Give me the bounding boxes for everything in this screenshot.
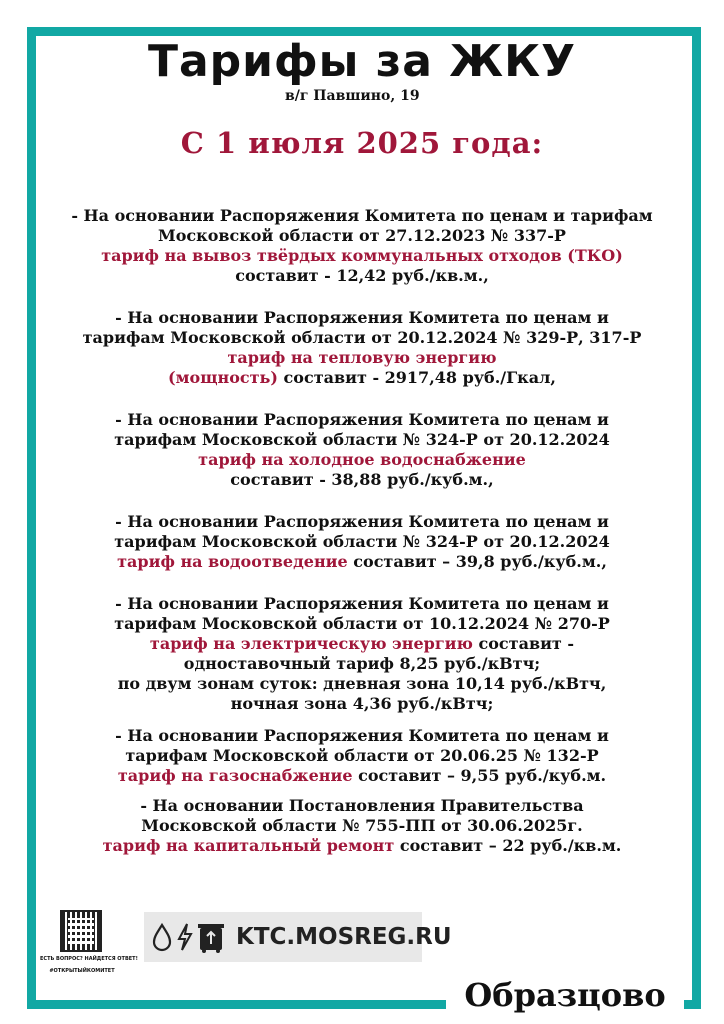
- tariff-text: - На основании Постановления Правительства: [140, 796, 584, 815]
- qr-caption-hashtag: #ОТКРЫТЫЙКОМИТЕТ: [49, 968, 115, 974]
- tariff-name-highlight: тариф на вывоз твёрдых коммунальных отходов (ТКО): [101, 246, 623, 265]
- tariff-line: [40, 246, 684, 266]
- tariff-line: [40, 206, 684, 226]
- city-label: Образцово: [446, 966, 684, 1024]
- ktc-logo[interactable]: [144, 912, 452, 962]
- logo-text: KTC.MOSREG.RU: [236, 924, 452, 950]
- tariff-text: составит - 12,42 руб./кв.м.,: [235, 266, 489, 285]
- tariff-name-highlight: тариф на холодное водоснабжение: [198, 450, 526, 469]
- tariff-text: составит - 2917,48 руб./Гкал,: [277, 368, 556, 387]
- tariff-line: [40, 816, 684, 836]
- tariff-section: [40, 796, 684, 856]
- tariff-line: [40, 654, 684, 674]
- tariff-name-highlight: (мощность): [168, 368, 278, 387]
- tariff-text: тарифам Московской области от 20.06.25 № 132-Р: [125, 746, 599, 765]
- lightning-icon: [176, 922, 194, 952]
- tariff-text: - На основании Распоряжения Комитета по ценам и: [115, 308, 609, 327]
- tariff-line: [40, 450, 684, 470]
- tariff-line: [40, 674, 684, 694]
- page-title: Тарифы за ЖКУ: [147, 36, 577, 87]
- tariff-text: - На основании Распоряжения Комитета по ценам и: [115, 726, 609, 745]
- tariff-text: - На основании Распоряжения Комитета по ценам и: [115, 410, 609, 429]
- tariff-name-highlight: тариф на тепловую энергию: [227, 348, 497, 367]
- tariff-text: - На основании Распоряжения Комитета по ценам и: [115, 594, 609, 613]
- tariff-text: составит – 9,55 руб./куб.м.: [352, 766, 607, 785]
- tariff-name-highlight: тариф на газоснабжение: [117, 766, 353, 785]
- tariff-text: составит -: [472, 634, 575, 653]
- tariff-text: тарифам Московской области № 324-Р от 20.12.2024: [114, 532, 610, 551]
- tariff-text: Московской области от 27.12.2023 № 337-Р: [158, 226, 566, 245]
- tariff-line: [40, 836, 684, 856]
- tariff-section: [40, 512, 684, 572]
- tariff-section: [40, 594, 684, 714]
- tariff-name-highlight: тариф на водоотведение: [117, 552, 348, 571]
- tariff-section: [40, 206, 684, 286]
- tariff-section: [40, 726, 684, 786]
- tariff-text: одноставочный тариф 8,25 руб./кВтч;: [183, 654, 541, 673]
- tariff-text: составит - 38,88 руб./куб.м.,: [230, 470, 494, 489]
- tariff-line: [40, 746, 684, 766]
- tariff-line: [40, 308, 684, 328]
- tariff-line: [40, 552, 684, 572]
- tariff-text: - На основании Распоряжения Комитета по ценам и: [115, 512, 609, 531]
- tariff-line: [40, 796, 684, 816]
- qr-code[interactable]: [60, 910, 102, 952]
- tariff-text: тарифам Московской области от 20.12.2024 № 329-Р, 317-Р: [82, 328, 642, 347]
- tariff-text: тарифам Московской области от 10.12.2024 № 270-Р: [114, 614, 610, 633]
- tariff-line: [40, 430, 684, 450]
- tariff-line: [40, 348, 684, 368]
- tariff-line: [40, 226, 684, 246]
- water-drop-icon: [150, 922, 174, 952]
- tariff-line: [40, 726, 684, 746]
- utility-icons: [150, 920, 226, 954]
- tariff-line: [40, 512, 684, 532]
- tariff-text: составит – 22 руб./кв.м.: [394, 836, 622, 855]
- tariff-line: [40, 694, 684, 714]
- tariff-section: [40, 410, 684, 490]
- tariff-section: [40, 308, 684, 388]
- tariff-line: [40, 766, 684, 786]
- tariff-line: [40, 532, 684, 552]
- tariff-text: тарифам Московской области № 324-Р от 20.12.2024: [114, 430, 610, 449]
- address-subtitle: в/г Павшино, 19: [285, 88, 420, 104]
- tariff-line: [40, 368, 684, 388]
- effective-date-heading: С 1 июля 2025 года:: [180, 126, 544, 160]
- tariff-line: [40, 634, 684, 654]
- tariff-line: [40, 614, 684, 634]
- tariff-text: - На основании Распоряжения Комитета по ценам и тарифам: [71, 206, 653, 225]
- tariff-line: [40, 328, 684, 348]
- tariff-line: [40, 594, 684, 614]
- tariff-line: [40, 266, 684, 286]
- tariff-text: составит – 39,8 руб./куб.м.,: [347, 552, 607, 571]
- tariff-name-highlight: тариф на электрическую энергию: [149, 634, 473, 653]
- tariff-text: Московской области № 755-ПП от 30.06.2025г.: [141, 816, 583, 835]
- tariff-name-highlight: тариф на капитальный ремонт: [102, 836, 395, 855]
- tariff-text: по двум зонам суток: дневная зона 10,14 руб./кВтч,: [117, 674, 607, 693]
- recycle-bin-icon: [196, 920, 226, 954]
- tariff-line: [40, 470, 684, 490]
- tariff-line: [40, 410, 684, 430]
- tariff-text: ночная зона 4,36 руб./кВтч;: [230, 694, 494, 713]
- qr-caption-question: ЕСТЬ ВОПРОС? НАЙДЕТСЯ ОТВЕТ!: [40, 956, 138, 962]
